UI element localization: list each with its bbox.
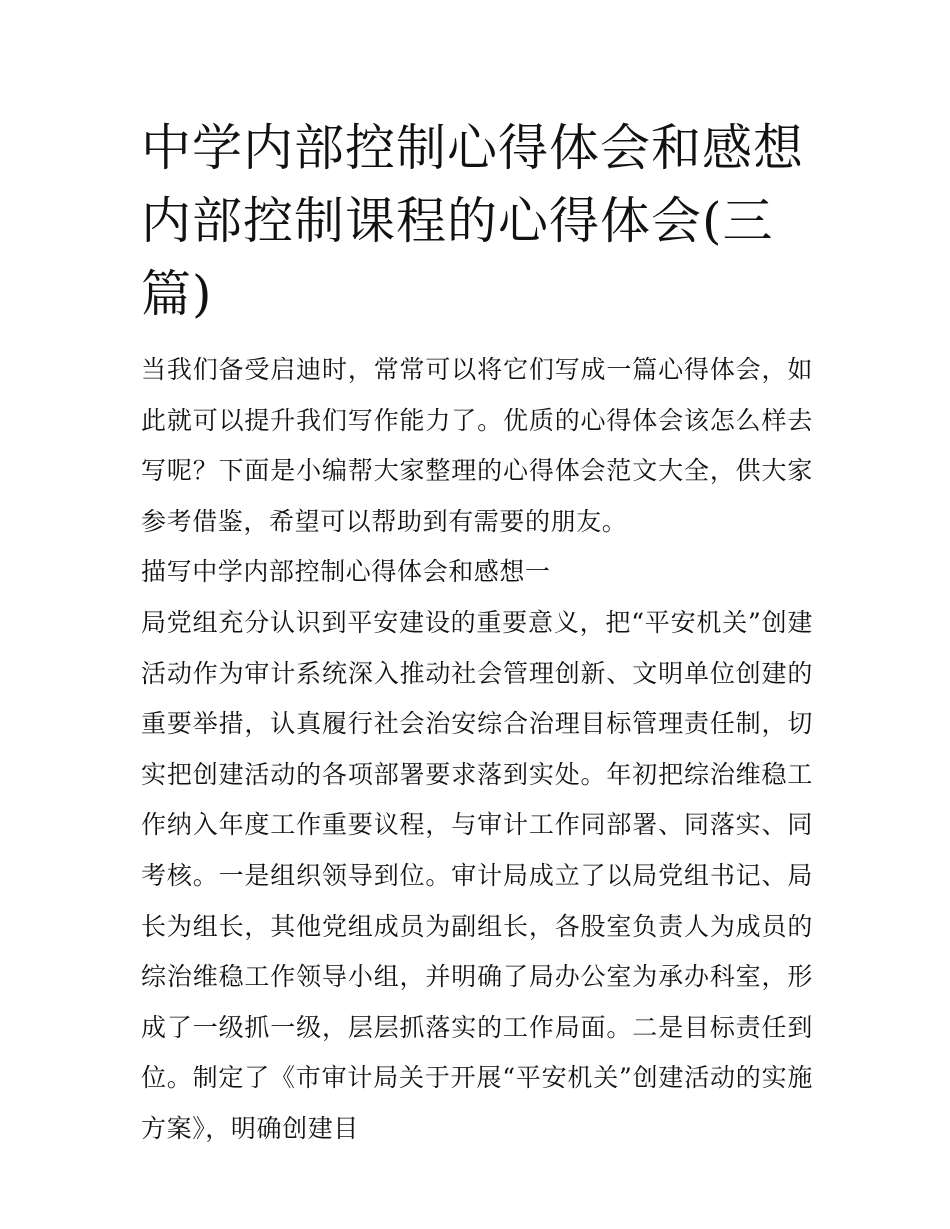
section-paragraph: 局党组充分认识到平安建设的重要意义，把“平安机关”创建活动作为审计系统深入推动社会管理创新、文明单位创建的重要举措，认真履行社会治安综合治理目标管理责任制，切实把创建活动的各项部署要求落到实处。年初把综治维稳工作纳入年度工作重要议程，与审计工作同部署、同落实、同考核。一是组织领导到位。审计局成立了以局党组书记、局长为组长，其他党组成员为副组长，各股室负责人为成员的综治维稳工作领导小组，并明确了局办公室为承办科室，形成了一级抓一级，层层抓落实的工作局面。二是目标责任到位。制定了《市审计局关于开展“平安机关”创建活动的实施方案》，明确创建目 <box>141 607 813 1143</box>
section-heading: 描写中学内部控制心得体会和感想一 <box>141 557 551 587</box>
intro-paragraph: 当我们备受启迪时，常常可以将它们写成一篇心得体会，如此就可以提升我们写作能力了。优质的心得体会该怎么样去写呢？下面是小编帮大家整理的心得体会范文大全，供大家参考借鉴，希望可以帮助到有需要的朋友。 <box>141 355 813 536</box>
document-title: 中学内部控制心得体会和感想内部控制课程的心得体会(三篇) <box>141 119 804 323</box>
document-body <box>141 345 813 1155</box>
document-content <box>141 112 813 1155</box>
